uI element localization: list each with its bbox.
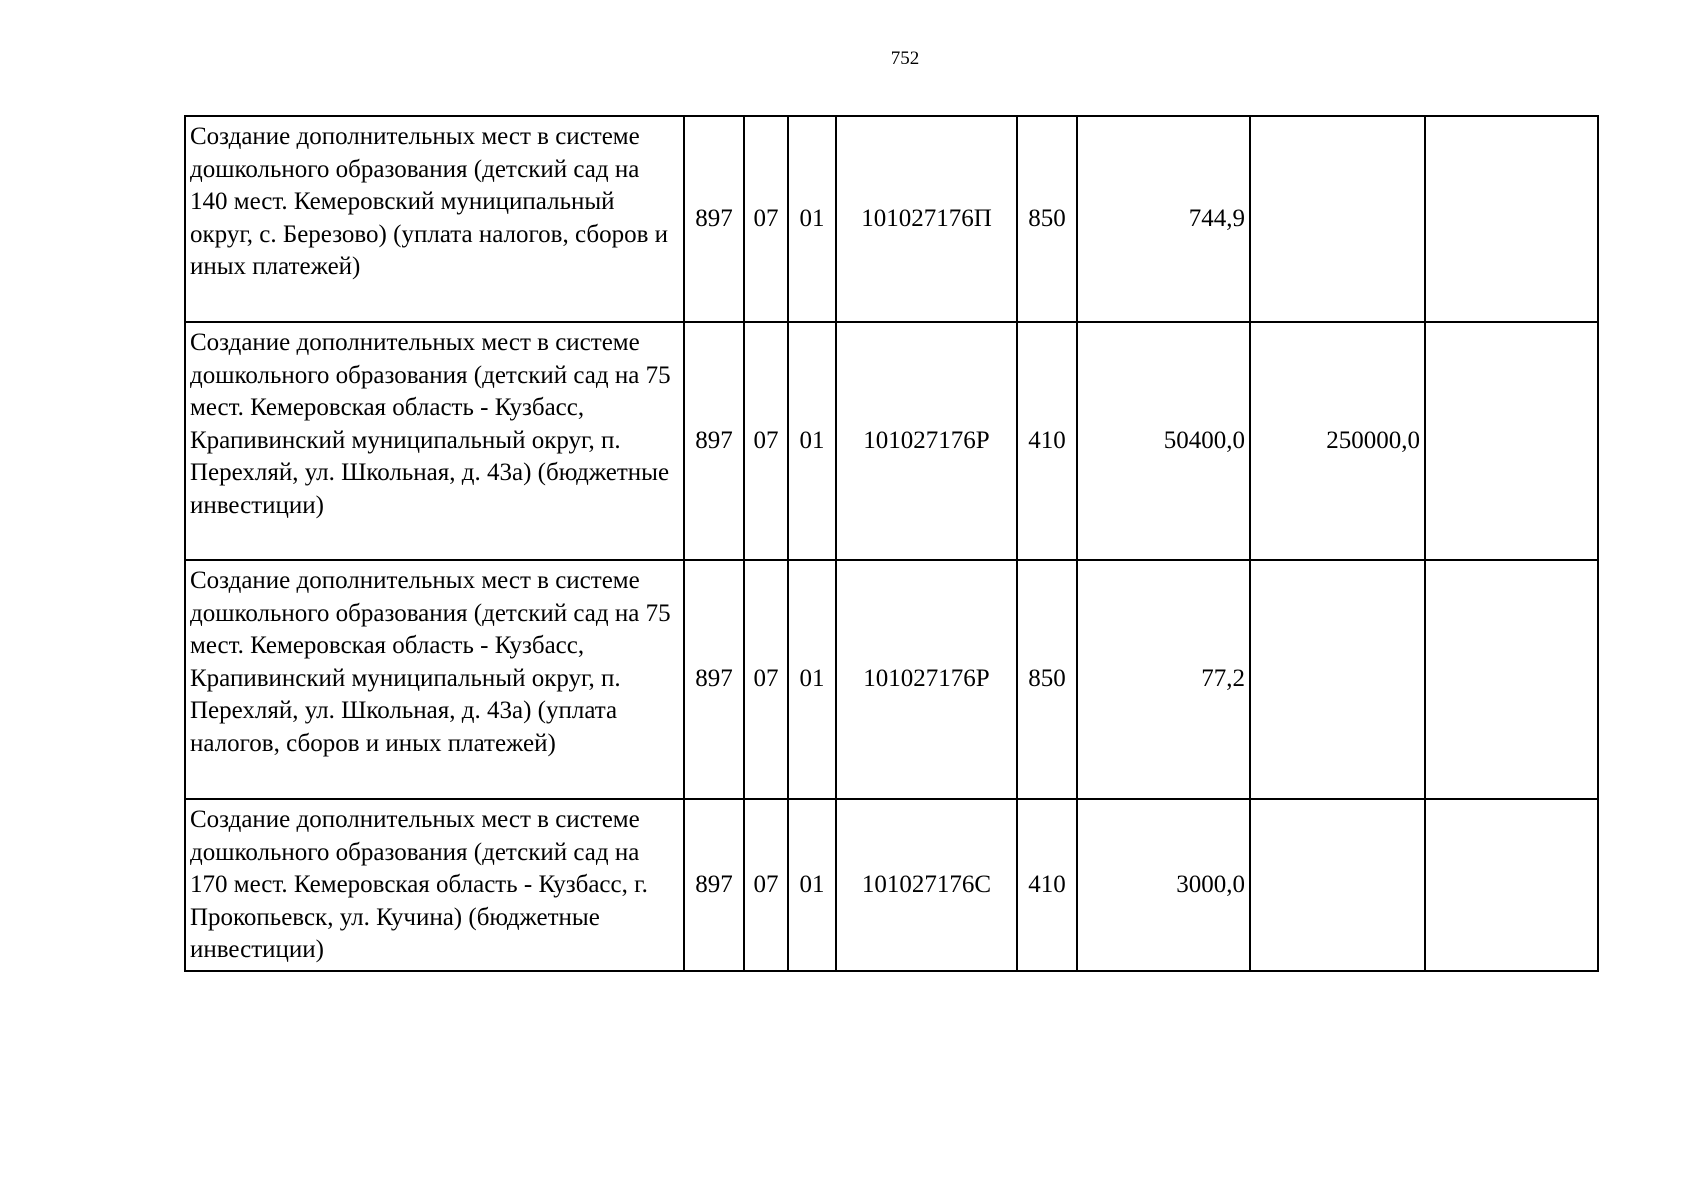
budget-table	[184, 115, 1599, 972]
row-description: Создание дополнительных мест в системе дошкольного образования (детский сад на 170 мест. Кемеровская область - Кузбасс, г. Прокопьевск, ул. Кучина) (бюджетные инвестиции)	[185, 799, 684, 971]
target-article-code: 101027176Р	[836, 560, 1017, 799]
table-row	[185, 799, 1598, 971]
amount-2	[1250, 799, 1425, 971]
expense-type-code: 850	[1017, 560, 1077, 799]
section-code: 07	[744, 560, 788, 799]
amount-1: 3000,0	[1077, 799, 1250, 971]
section-code: 07	[744, 322, 788, 560]
amount-3	[1425, 560, 1598, 799]
ministry-code: 897	[684, 116, 744, 322]
row-description: Создание дополнительных мест в системе дошкольного образования (детский сад на 140 мест. Кемеровский муниципальный округ, с. Березово) (уплата налогов, сборов и иных платежей)	[185, 116, 684, 322]
target-article-code: 101027176С	[836, 799, 1017, 971]
row-description: Создание дополнительных мест в системе дошкольного образования (детский сад на 75 мест. Кемеровская область - Кузбасс, Крапивинский муниципальный округ, п. Перехляй, ул. Школьная, д. 43а) (уплата налогов, сборов и иных платежей)	[185, 560, 684, 799]
row-description: Создание дополнительных мест в системе дошкольного образования (детский сад на 75 мест. Кемеровская область - Кузбасс, Крапивинский муниципальный округ, п. Перехляй, ул. Школьная, д. 43а) (бюджетные инвестиции)	[185, 322, 684, 560]
amount-2	[1250, 560, 1425, 799]
ministry-code: 897	[684, 799, 744, 971]
amount-2	[1250, 116, 1425, 322]
ministry-code: 897	[684, 560, 744, 799]
amount-2: 250000,0	[1250, 322, 1425, 560]
target-article-code: 101027176П	[836, 116, 1017, 322]
subsection-code: 01	[788, 116, 836, 322]
expense-type-code: 410	[1017, 322, 1077, 560]
section-code: 07	[744, 799, 788, 971]
amount-3	[1425, 116, 1598, 322]
amount-3	[1425, 799, 1598, 971]
subsection-code: 01	[788, 799, 836, 971]
table-row	[185, 322, 1598, 560]
amount-3	[1425, 322, 1598, 560]
ministry-code: 897	[684, 322, 744, 560]
subsection-code: 01	[788, 560, 836, 799]
table-row	[185, 560, 1598, 799]
amount-1: 744,9	[1077, 116, 1250, 322]
section-code: 07	[744, 116, 788, 322]
subsection-code: 01	[788, 322, 836, 560]
amount-1: 77,2	[1077, 560, 1250, 799]
amount-1: 50400,0	[1077, 322, 1250, 560]
expense-type-code: 410	[1017, 799, 1077, 971]
target-article-code: 101027176Р	[836, 322, 1017, 560]
page-number: 752	[890, 48, 920, 69]
expense-type-code: 850	[1017, 116, 1077, 322]
table-row	[185, 116, 1598, 322]
